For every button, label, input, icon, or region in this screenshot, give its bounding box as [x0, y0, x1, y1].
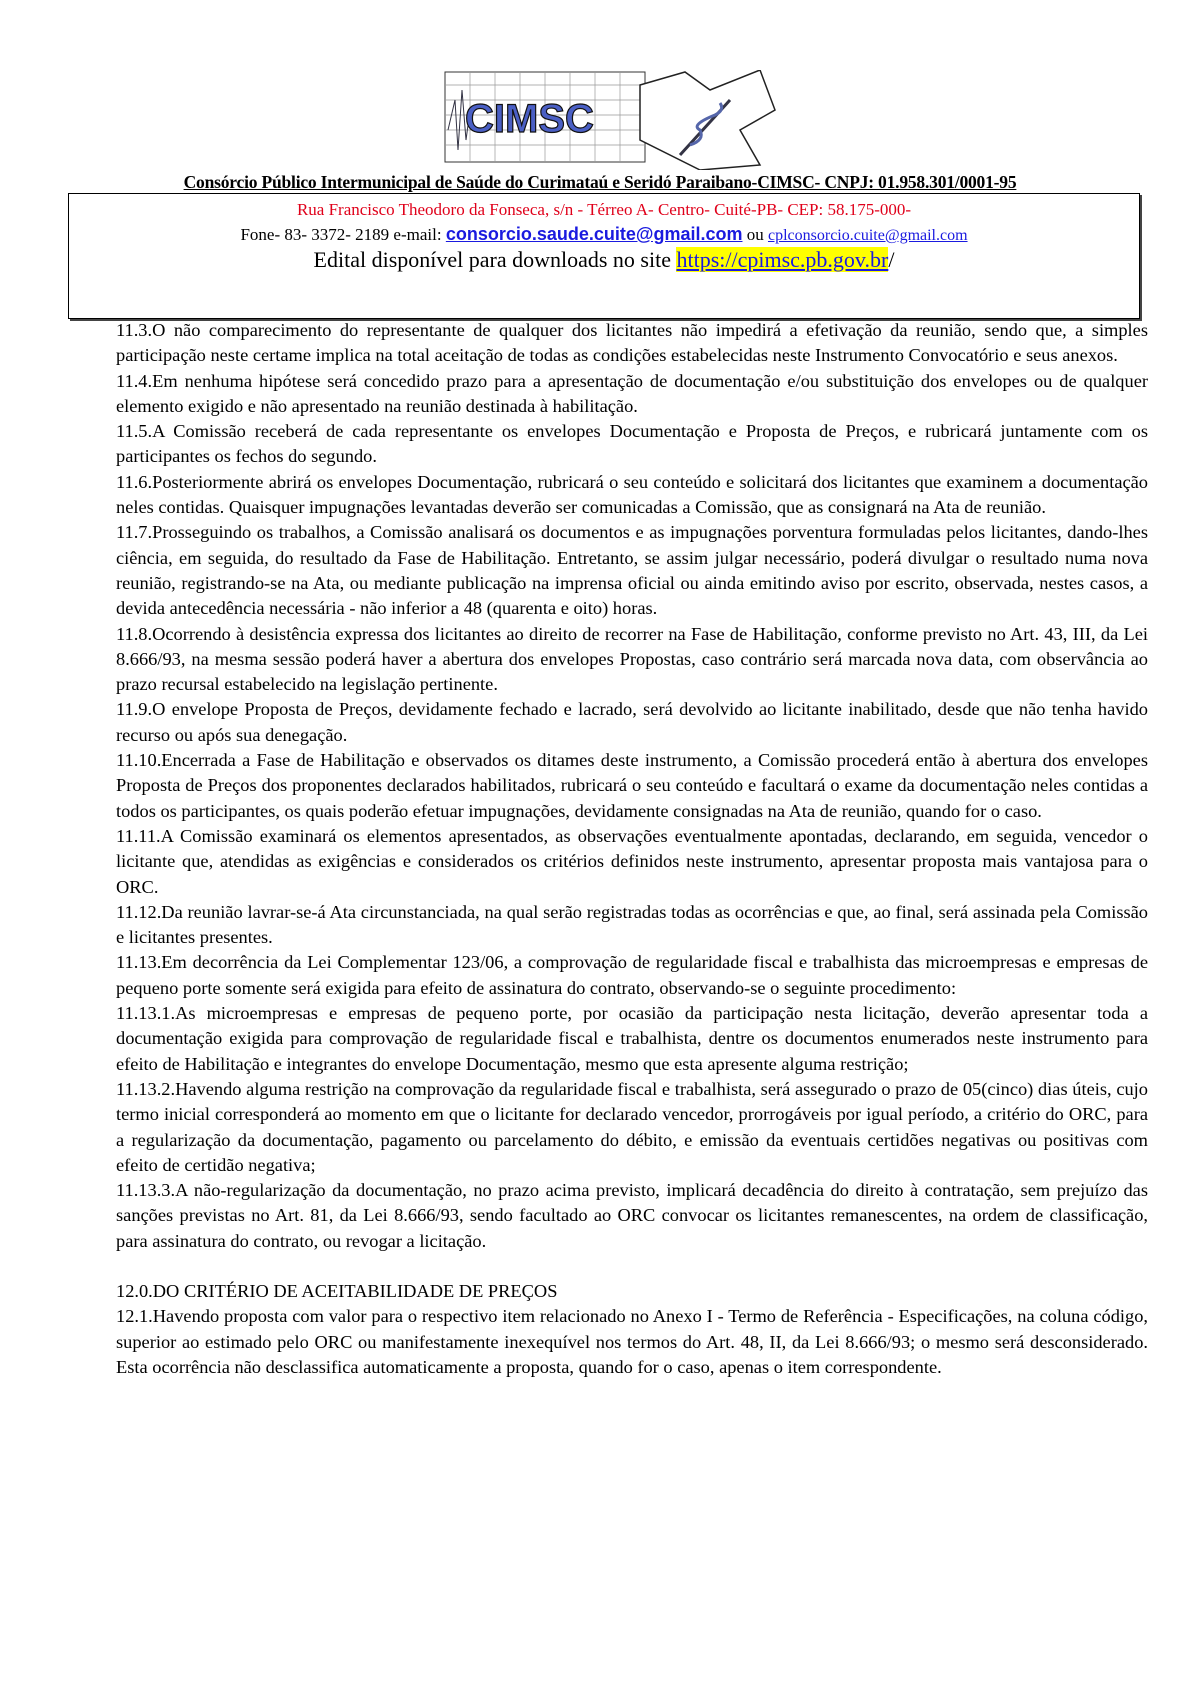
paragraph-11-5: 11.5.A Comissão receberá de cada representante os envelopes Documentação e Proposta de Preços, e rubricará juntamente com os participantes os fechos do segundo. — [116, 421, 1148, 467]
address: Rua Francisco Theodoro da Fonseca, s/n - Térreo A- Centro- Cuité-PB- CEP: 58.175-000- — [296, 200, 912, 219]
paragraph-11-13: 11.13.Em decorrência da Lei Complementar 123/06, a comprovação de regularidade fiscal e trabalhista das microempresas e empresas de pequeno porte somente será exigida para efeito de assinatura do contrato, observando-se o seguinte procedimento: — [116, 952, 1148, 998]
contact-box — [68, 193, 1140, 319]
paragraph-11-11: 11.11.A Comissão examinará os elementos apresentados, as observações eventualmente apontadas, declarando, em seguida, vencedor o licitante que, atendidas as exigências e considerados os critérios definidos neste instrumento, apresentar proposta mais vantajosa para o ORC. — [116, 825, 1148, 897]
paragraph-11-13-2: 11.13.2.Havendo alguma restrição na comprovação da regularidade fiscal e trabalhista, será assegurado o prazo de 05(cinco) dias úteis, cujo termo inicial corresponderá ao momento em que o licitante for declarado vencedor, prorrogáveis por igual período, a critério do ORC, para a regularização da documentação, pagamento ou parcelamento do débito, e emissão da eventuais certidões negativas ou positivas com efeito de certidão negativa; — [116, 1078, 1148, 1175]
document-body — [116, 318, 1148, 1380]
edital-text: Edital disponível para downloads no site — [313, 247, 677, 272]
paragraph-11-9: 11.9.O envelope Proposta de Preços, devidamente fechado e lacrado, será devolvido ao licitante inabilitado, desde que não tenha havido recurso ou após sua denegação. — [116, 699, 1148, 745]
organization-title: Consórcio Público Intermunicipal de Saúde do Curimataú e Seridó Paraibano-CIMSC- CNPJ: 01.958.301/0001-95 — [183, 172, 1017, 192]
paragraph-11-13-3: 11.13.3.A não-regularização da documentação, no prazo acima previsto, implicará decadência do direito à contratação, sem prejuízo das sanções previstas no Art. 81, da Lei 8.666/93, sendo facultado ao ORC convocar os licitantes remanescentes, na ordem de classificação, para assinatura do contrato, ou revogar a licitação. — [116, 1180, 1148, 1251]
email-secondary-link[interactable]: cplconsorcio.cuite@gmail.com — [767, 227, 968, 244]
or-text: ou — [742, 225, 768, 244]
cimsc-logo — [440, 70, 820, 170]
paragraph-11-10: 11.10.Encerrada a Fase de Habilitação e observados os ditames deste instrumento, a Comissão procederá então à abertura dos envelopes Proposta de Preços dos proponentes declarados habilitados, rubricará o seu conteúdo e facultará o exame da documentação neles contidas a todos os participantes, os quais poderão efetuar impugnações, devidamente consignadas na Ata de reunião, quando for o caso. — [116, 750, 1148, 821]
site-suffix: / — [888, 247, 895, 272]
contact-line — [69, 224, 1139, 245]
paragraph-11-3: 11.3.O não comparecimento do representante de qualquer dos licitantes não impedirá a efetivação da reunião, sendo que, a simples participação neste certame implica na total aceitação de todas as condições estabelecidas neste Instrumento Convocatório e seus anexos. — [116, 320, 1148, 366]
paragraph-11-13-1: 11.13.1.As microempresas e empresas de pequeno porte, por ocasião da participação nesta licitação, deverão apresentar toda a documentação exigida para comprovação de regularidade fiscal e trabalhista, dentre os documentos enumerados neste instrumento para efeito de Habilitação e integrantes do envelope Documentação, mesmo que esta apresente alguma restrição; — [116, 1003, 1148, 1074]
paragraph-11-8: 11.8.Ocorrendo à desistência expressa dos licitantes ao direito de recorrer na Fase de Habilitação, conforme previsto no Art. 43, III, da Lei 8.666/93, na mesma sessão poderá haver a abertura dos envelopes Propostas, caso contrário será marcada nova data, com observância ao prazo recursal estabelecido na legislação pertinente. — [116, 623, 1148, 695]
paragraph-12-1: 12.1.Havendo proposta com valor para o respectivo item relacionado no Anexo I - Termo de Referência - Especificações, na coluna código, superior ao estimado pelo ORC ou manifestamente inexequível nos termos do Art. 48, II, da Lei 8.666/93; o mesmo será desconsiderado. Esta ocorrência não desclassifica automaticamente a proposta, quando for o caso, apenas o item correspondente. — [116, 1306, 1148, 1377]
email-primary-link[interactable]: consorcio.saude.cuite@gmail.com — [445, 224, 743, 244]
section-12-heading: 12.0.DO CRITÉRIO DE ACEITABILIDADE DE PREÇOS — [116, 1280, 558, 1301]
phone: Fone- 83- 3372- 2189 e-mail: — [240, 225, 446, 244]
paragraph-11-6: 11.6.Posteriormente abrirá os envelopes Documentação, rubricará o seu conteúdo e solicitará dos licitantes que examinem a documentação neles contidas. Quaisquer impugnações levantadas deverão ser comunicadas a Comissão, que as consignará na Ata de reunião. — [116, 471, 1148, 518]
site-link[interactable]: https://cpimsc.pb.gov.br — [676, 247, 889, 272]
svg-text:CIMSC: CIMSC — [465, 97, 594, 141]
paragraph-11-7: 11.7.Prosseguindo os trabalhos, a Comissão analisará os documentos e as impugnações porventura formuladas pelos licitantes, dando-lhes ciência, em seguida, do resultado da Fase de Habilitação. Entretanto, se assim julgar necessário, poderá divulgar o resultado numa nova reunião, registrando-se na Ata, ou mediante publicação na imprensa oficial ou ainda emitindo aviso por escrito, observada, nestes casos, a devida antecedência necessária - não inferior a 48 (quarenta e oito) horas. — [116, 522, 1148, 619]
paragraph-11-4: 11.4.Em nenhuma hipótese será concedido prazo para a apresentação de documentação e/ou substituição dos envelopes ou de qualquer elemento exigido e não apresentado na reunião destinada à habilitação. — [116, 370, 1148, 416]
edital-line — [69, 247, 1139, 273]
paragraph-11-12: 11.12.Da reunião lavrar-se-á Ata circunstanciada, na qual serão registradas todas as ocorrências e que, ao final, será assinada pela Comissão e licitantes presentes. — [116, 901, 1148, 948]
